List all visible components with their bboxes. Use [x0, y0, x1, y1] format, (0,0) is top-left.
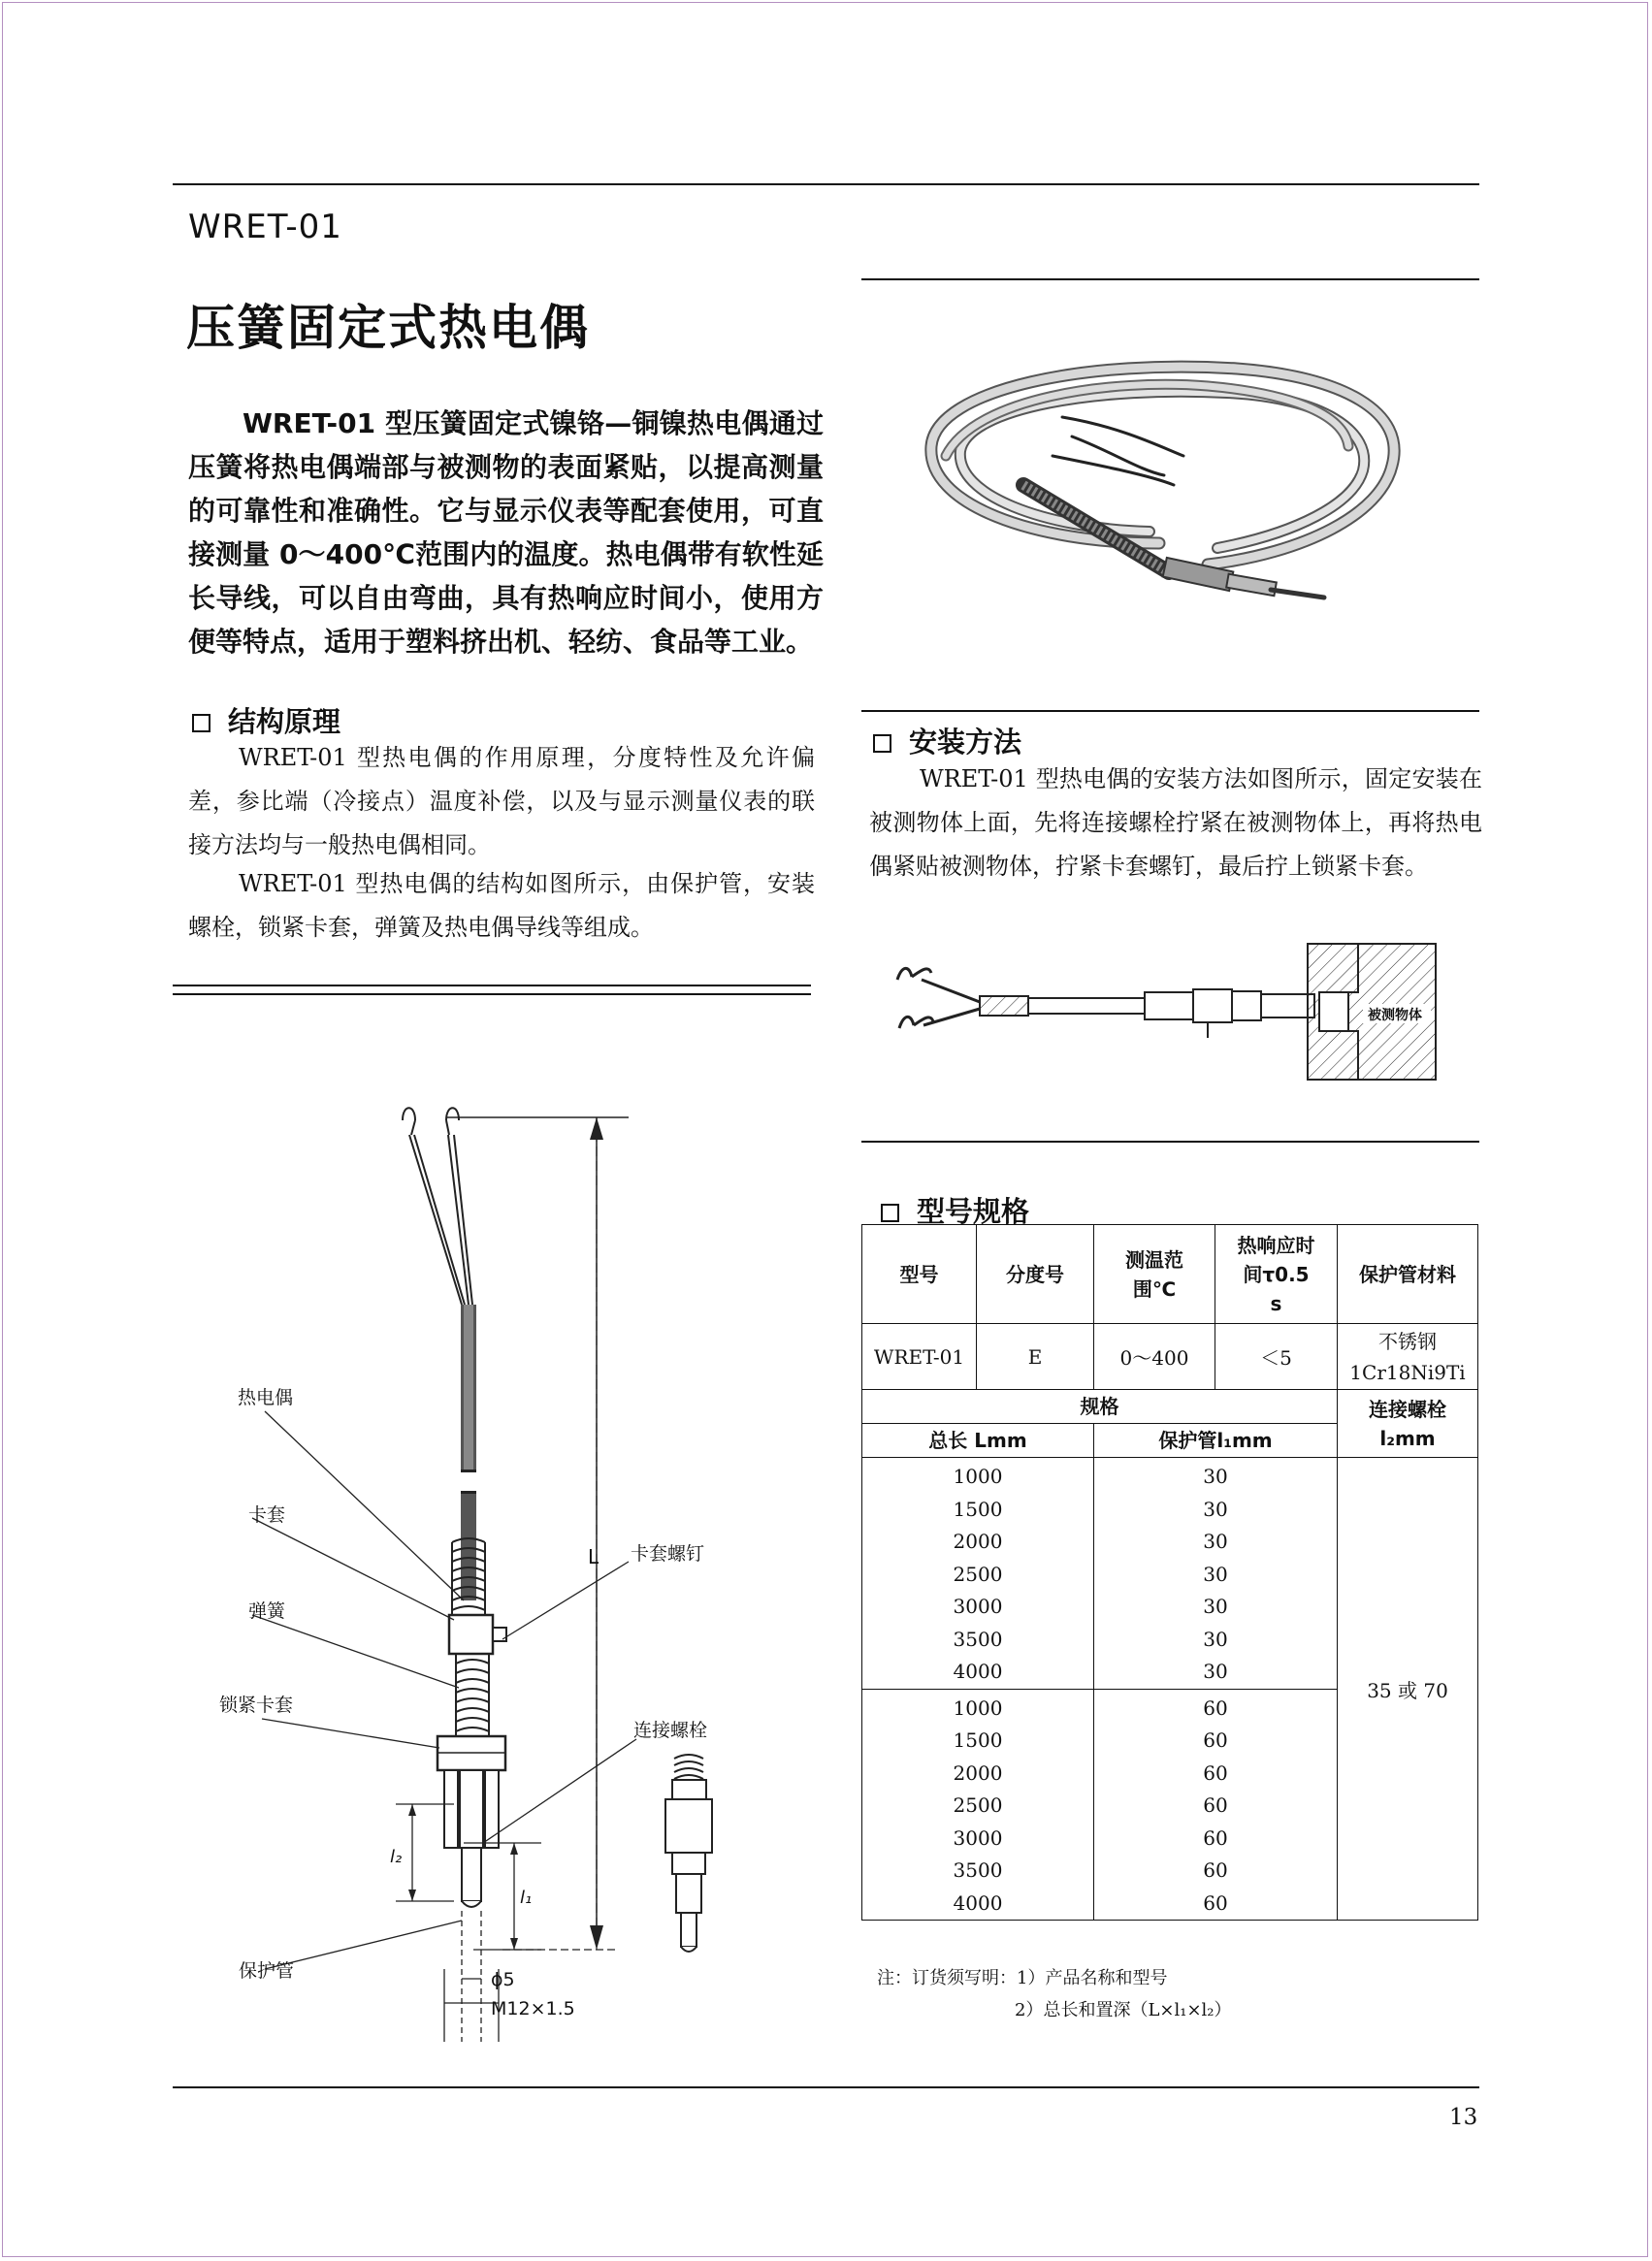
row-response: ＜5 [1215, 1324, 1338, 1390]
label-connect-bolt: 连接螺栓 [633, 1720, 708, 1741]
page-title: 压簧固定式热电偶 [186, 300, 590, 356]
length-value: 2500 [953, 1562, 1003, 1586]
row-index: E [977, 1324, 1094, 1390]
left-double-rule-b [173, 993, 811, 995]
header-response: 热响应时 间τ0.5 s [1215, 1225, 1338, 1324]
page-number: 13 [1449, 2105, 1478, 2130]
phi-label: ϕ5 [491, 1969, 515, 1990]
length-value: 3500 [953, 1627, 1003, 1651]
structure-heading: 结构原理 [192, 700, 340, 740]
tube-value: 60 [1203, 1760, 1228, 1785]
total-length-header: 总长 Lmm [862, 1424, 1094, 1458]
spec-heading: 型号规格 [881, 1190, 1029, 1230]
product-photo [917, 339, 1421, 621]
top-rule [173, 183, 1479, 185]
tube-value: 30 [1203, 1465, 1228, 1488]
bolt-header: 连接螺栓 l₂mm [1338, 1390, 1478, 1458]
structure-diagram [173, 1096, 794, 2047]
order-note-line1: 注：订货须写明：1）产品名称和型号 [877, 1968, 1168, 1988]
label-clamp-screw: 卡套螺钉 [631, 1543, 705, 1565]
length-value: 4000 [953, 1660, 1003, 1683]
bolt-value: 35 或 70 [1338, 1458, 1478, 1921]
checkbox-square-icon [873, 734, 891, 753]
tube-value: 30 [1203, 1497, 1228, 1521]
thread-label: M12×1.5 [491, 1998, 575, 2019]
length-value: 3000 [953, 1825, 1003, 1850]
object-label: 被测物体 [1368, 1008, 1422, 1023]
header-model: 型号 [862, 1225, 977, 1324]
label-lock-clamp: 锁紧卡套 [219, 1695, 294, 1716]
structure-paragraph-2: WRET-01 型热电偶的结构如图所示，由保护管，安装螺栓，锁紧卡套，弹簧及热电偶导线等组成。 [188, 870, 815, 941]
length-value: 4000 [953, 1890, 1003, 1915]
lengths-group-a [862, 1458, 1094, 1690]
spec-rule [861, 1141, 1479, 1143]
label-sleeve: 保护管 [239, 1960, 295, 1982]
tube-value: 60 [1203, 1890, 1228, 1915]
length-value: 1500 [953, 1497, 1003, 1521]
order-note-line2: 2）总长和置深（L×l₁×l₂） [1015, 2000, 1232, 2020]
lengths-group-b [862, 1689, 1094, 1921]
spec-table [861, 1224, 1478, 1921]
left-double-rule-a [173, 985, 811, 986]
model-code: WRET-01 [188, 208, 342, 246]
header-material: 保护管材料 [1338, 1225, 1478, 1324]
checkbox-square-icon [881, 1204, 899, 1222]
row-model: WRET-01 [862, 1324, 977, 1390]
spec-label: 规格 [862, 1390, 1338, 1424]
row-range: 0～400 [1094, 1324, 1215, 1390]
structure-paragraph-1: WRET-01 型热电偶的作用原理，分度特性及允许偏差，参比端（冷接点）温度补偿，以及与显示测量仪表的联接方法均与一般热电偶相同。 [188, 744, 815, 858]
length-value: 1500 [953, 1728, 1003, 1752]
length-value: 2000 [953, 1530, 1003, 1553]
row-material: 不锈钢 1Cr18Ni9Ti [1338, 1324, 1478, 1390]
length-value: 3500 [953, 1858, 1003, 1882]
checkbox-square-icon [192, 714, 211, 732]
L-label: L [588, 1545, 599, 1568]
tube-value: 60 [1203, 1825, 1228, 1850]
header-index: 分度号 [977, 1225, 1094, 1324]
label-clamp: 卡套 [248, 1504, 286, 1526]
length-value: 1000 [953, 1465, 1003, 1488]
tube-value: 30 [1203, 1660, 1228, 1683]
length-value: 2500 [953, 1793, 1003, 1817]
label-spring: 弹簧 [248, 1600, 286, 1622]
header-range: 测温范 围℃ [1094, 1225, 1215, 1324]
tubes-group-b [1094, 1689, 1338, 1921]
tubes-group-a [1094, 1458, 1338, 1690]
length-value: 1000 [953, 1696, 1003, 1720]
length-value: 3000 [953, 1595, 1003, 1618]
l1-label: l₁ [520, 1888, 533, 1908]
tube-value: 30 [1203, 1627, 1228, 1651]
l2-label: l₂ [390, 1847, 403, 1867]
tube-value: 60 [1203, 1793, 1228, 1817]
tube-value: 60 [1203, 1728, 1228, 1752]
bottom-rule [173, 2086, 1479, 2088]
tube-value: 60 [1203, 1858, 1228, 1882]
tube-value: 30 [1203, 1530, 1228, 1553]
install-heading: 安装方法 [873, 721, 1021, 760]
length-value: 2000 [953, 1760, 1003, 1785]
tube-value: 30 [1203, 1562, 1228, 1586]
label-thermocouple: 热电偶 [238, 1387, 294, 1408]
tube-length-header: 保护管l₁mm [1094, 1424, 1338, 1458]
intro-paragraph: WRET-01 型压簧固定式镍铬—铜镍热电偶通过压簧将热电偶端部与被测物的表面紧贴，以提高测量的可靠性和准确性。它与显示仪表等配套使用，可直接测量 0～400℃范围内的温度。热电偶带有软性延长导线，可以自由弯曲，具有热响应时间小，使用方便等特点，适用于塑料挤出机、轻纺、食品等工业。 [188, 407, 824, 658]
install-paragraph: WRET-01 型热电偶的安装方法如图所示，固定安装在被测物体上面，先将连接螺栓拧紧在被测物体上，再将热电偶紧贴被测物体，拧紧卡套螺钉，最后拧上锁紧卡套。 [869, 765, 1482, 880]
tube-value: 30 [1203, 1595, 1228, 1618]
right-top-rule [861, 278, 1479, 280]
install-diagram [888, 936, 1441, 1091]
install-rule [861, 710, 1479, 712]
tube-value: 60 [1203, 1696, 1228, 1720]
